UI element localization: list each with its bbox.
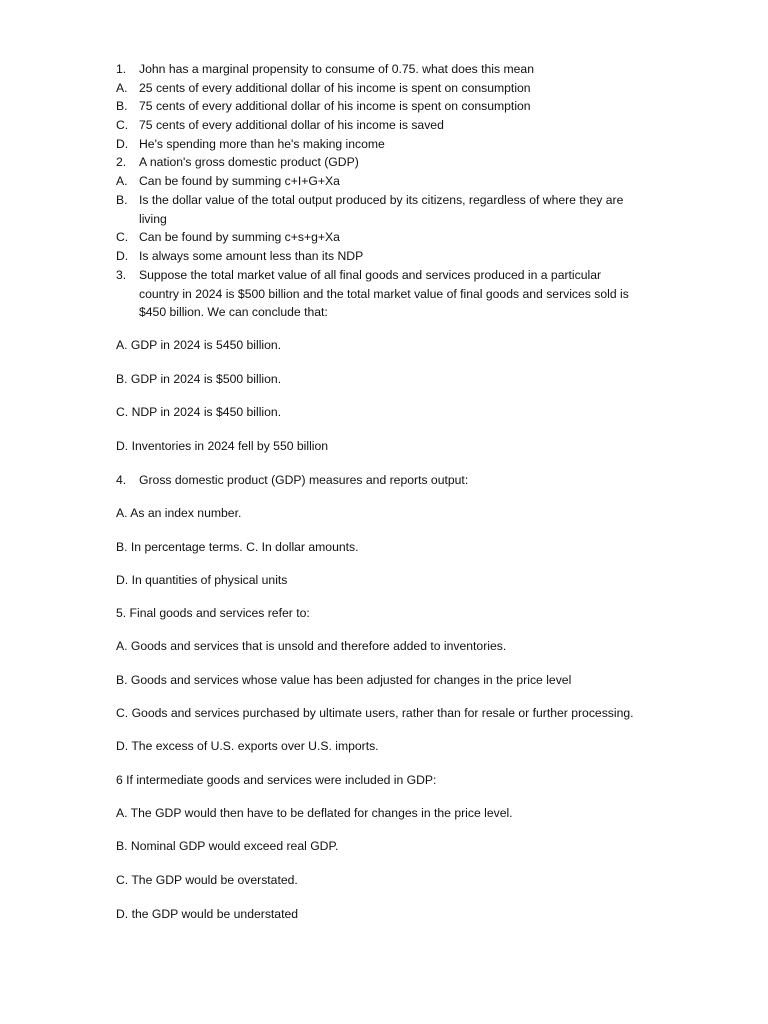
option-text: C. NDP in 2024 is $450 billion.: [116, 405, 282, 419]
option-text: D. the GDP would be understated: [116, 907, 299, 921]
question-text: country in 2024 is $500 billion and the total market value of final goods and services sold is: [139, 287, 629, 301]
option-text: B. Goods and services whose value has been adjusted for changes in the price level: [116, 673, 572, 687]
question-text: $450 billion. We can conclude that:: [139, 305, 328, 319]
option-text: D. Inventories in 2024 fell by 550 billion: [116, 439, 329, 453]
question-text: 5. Final goods and services refer to:: [116, 606, 310, 620]
option-text: Is the dollar value of the total output produced by its citizens, regardless of where they are: [139, 193, 624, 207]
question-text: John has a marginal propensity to consume of 0.75. what does this mean: [139, 62, 534, 76]
option-text-continued: living: [139, 212, 167, 226]
option-text: A. The GDP would then have to be deflated for changes in the price level.: [116, 806, 513, 820]
question-text: Gross domestic product (GDP) measures and reports output:: [139, 473, 469, 487]
option-letter: C.: [116, 118, 129, 132]
question-text: 6 If intermediate goods and services were included in GDP:: [116, 773, 437, 787]
option-text: A. GDP in 2024 is 5450 billion.: [116, 338, 282, 352]
question-number: 1.: [116, 62, 127, 76]
option-text: B. GDP in 2024 is $500 billion.: [116, 372, 282, 386]
question-number: 3.: [116, 268, 127, 282]
option-text: D. The excess of U.S. exports over U.S. imports.: [116, 739, 379, 753]
option-text: B. Nominal GDP would exceed real GDP.: [116, 839, 339, 853]
option-letter: A.: [116, 81, 128, 95]
question-text: Suppose the total market value of all final goods and services produced in a particular: [139, 268, 602, 282]
option-text: 75 cents of every additional dollar of his income is spent on consumption: [139, 99, 531, 113]
option-letter: B.: [116, 193, 128, 207]
option-text: C. The GDP would be overstated.: [116, 873, 298, 887]
option-text: 25 cents of every additional dollar of his income is spent on consumption: [139, 81, 531, 95]
question-number: 2.: [116, 155, 127, 169]
option-text: Can be found by summing c+I+G+Xa: [139, 174, 340, 188]
option-text: 75 cents of every additional dollar of his income is saved: [139, 118, 444, 132]
option-text: Is always some amount less than its NDP: [139, 249, 364, 263]
option-text: A. As an index number.: [116, 506, 242, 520]
option-text: Can be found by summing c+s+g+Xa: [139, 230, 340, 244]
option-text: He's spending more than he's making income: [139, 137, 385, 151]
option-letter: D.: [116, 137, 129, 151]
option-letter: A.: [116, 174, 128, 188]
option-text: B. In percentage terms. C. In dollar amounts.: [116, 540, 359, 554]
option-letter: B.: [116, 99, 128, 113]
option-text: A. Goods and services that is unsold and therefore added to inventories.: [116, 639, 507, 653]
question-number: 4.: [116, 473, 127, 487]
option-text: C. Goods and services purchased by ultimate users, rather than for resale or further processing.: [116, 706, 634, 720]
option-text: D. In quantities of physical units: [116, 573, 288, 587]
option-letter: D.: [116, 249, 129, 263]
option-letter: C.: [116, 230, 129, 244]
question-text: A nation's gross domestic product (GDP): [139, 155, 359, 169]
